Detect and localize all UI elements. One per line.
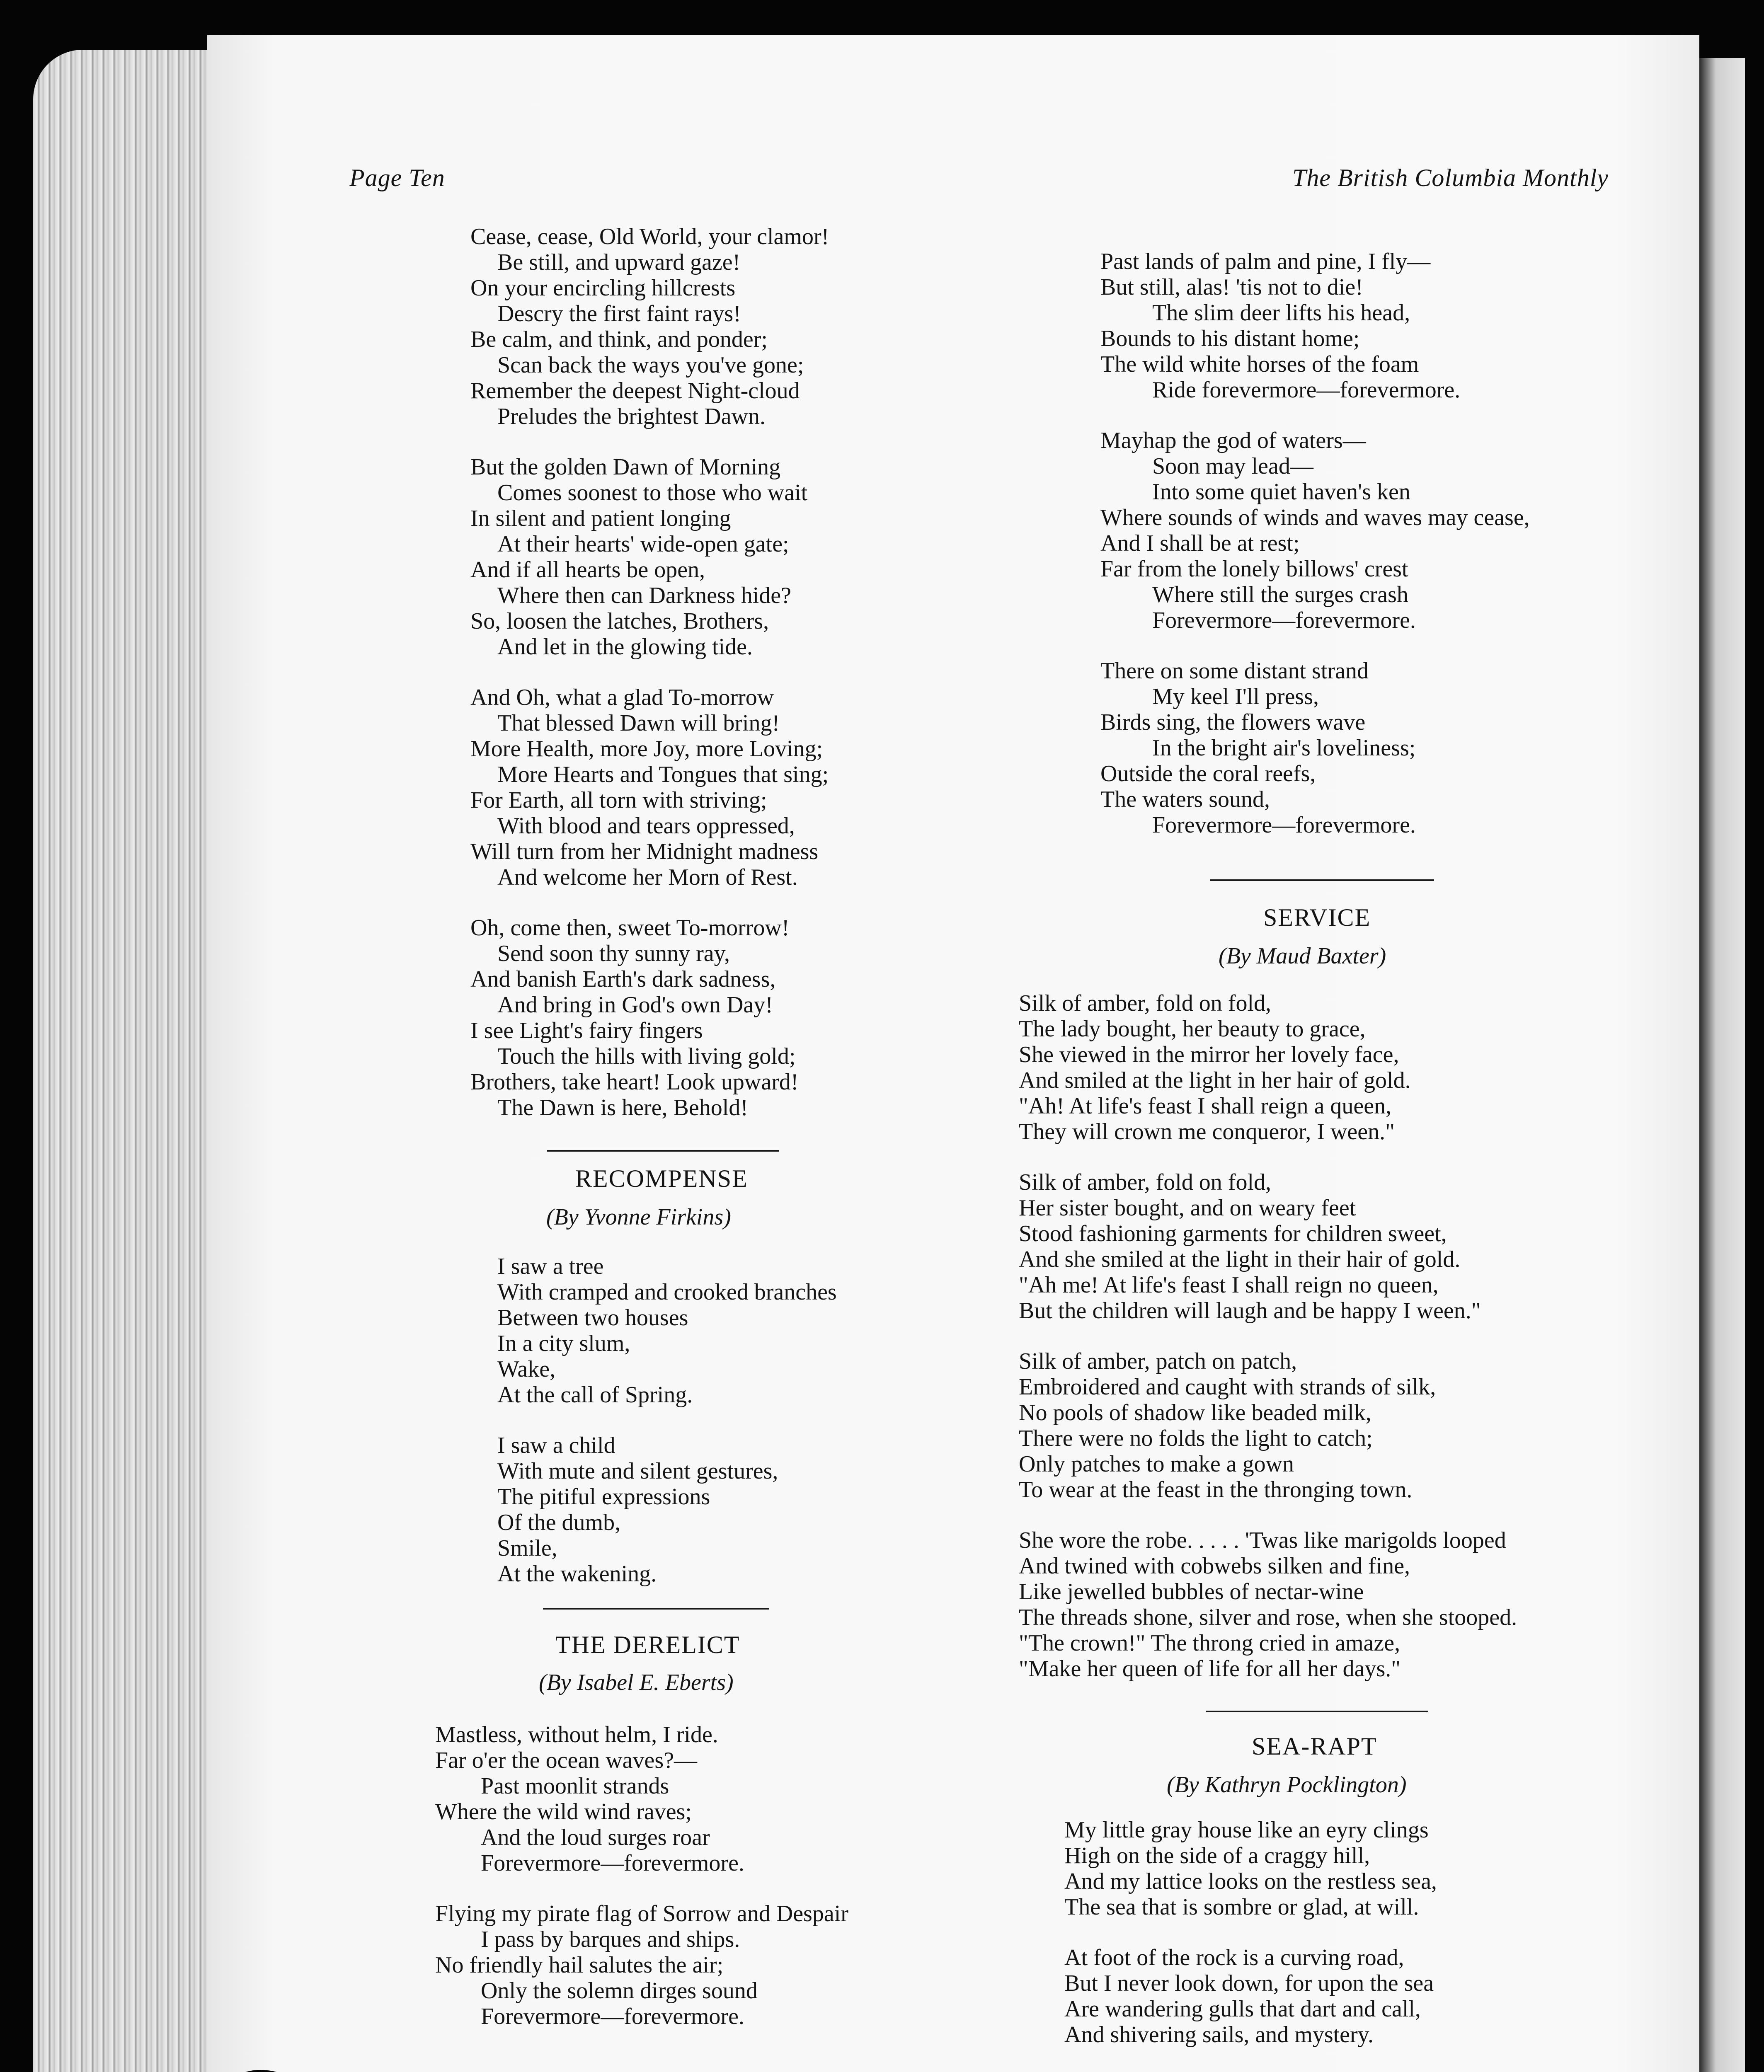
poem-line: Outside the coral reefs, — [1100, 761, 1316, 787]
poem-line: At foot of the rock is a curving road, — [1064, 1945, 1404, 1970]
poem-line: The threads shone, silver and rose, when she stooped. — [1019, 1605, 1517, 1630]
poem-line: With cramped and crooked branches — [497, 1279, 837, 1305]
poem-line: On your encircling hillcrests — [470, 275, 736, 301]
poem-line: My keel I'll press, — [1152, 684, 1319, 709]
poem-line: Preludes the brightest Dawn. — [497, 404, 766, 429]
poem-line: And if all hearts be open, — [470, 557, 705, 583]
poem-line: Be still, and upward gaze! — [497, 249, 741, 275]
poem-line: The wild white horses of the foam — [1100, 351, 1419, 377]
stanza — [1064, 1817, 1437, 1920]
poem-line: To wear at the feast in the thronging town. — [1019, 1477, 1413, 1503]
poem-line: More Health, more Joy, more Loving; — [470, 736, 823, 762]
poem-line: I see Light's fairy fingers — [470, 1018, 703, 1043]
poem-line: The waters sound, — [1100, 787, 1270, 812]
poem-line: Brothers, take heart! Look upward! — [470, 1069, 799, 1095]
poem-line: And the loud surges roar — [481, 1825, 710, 1850]
poem-line: She wore the robe. . . . . 'Twas like marigolds looped — [1019, 1527, 1506, 1553]
stanza — [1019, 1527, 1517, 1682]
poem-line: And smiled at the light in her hair of gold. — [1019, 1067, 1411, 1093]
poem-line: Descry the first faint rays! — [497, 301, 741, 327]
book-page-edges — [33, 50, 216, 2072]
poem-line: Only patches to make a gown — [1019, 1451, 1294, 1477]
poem-line: Forevermore—forevermore. — [481, 2004, 744, 2029]
poem-line: With blood and tears oppressed, — [497, 813, 795, 839]
poem-line: In silent and patient longing — [470, 506, 731, 531]
poem-line: Silk of amber, patch on patch, — [1019, 1348, 1297, 1374]
poem-line: The lady bought, her beauty to grace, — [1019, 1016, 1366, 1042]
sea-rapt-poem — [1064, 1817, 1437, 2072]
poem-line: And shivering sails, and mystery. — [1064, 2022, 1374, 2048]
stanza — [470, 454, 829, 660]
opening-poem — [470, 224, 829, 1145]
poem-line: Where still the surges crash — [1152, 582, 1408, 608]
stanza — [470, 224, 829, 429]
section-divider — [543, 1608, 769, 1610]
poem-title-service: SERVICE — [1263, 904, 1371, 931]
poem-line: The slim deer lifts his head, — [1152, 300, 1410, 326]
poem-line: Her sister bought, and on weary feet — [1019, 1195, 1356, 1221]
stanza — [1100, 428, 1530, 633]
poem-line: The sea that is sombre or glad, at will. — [1064, 1894, 1419, 1920]
stanza — [497, 1433, 837, 1587]
poem-line: I saw a child — [497, 1433, 615, 1458]
section-divider — [1210, 879, 1434, 881]
poem-line: And I shall be at rest; — [1100, 530, 1300, 556]
poem-line: Smile, — [497, 1535, 557, 1561]
poem-line: I saw a tree — [497, 1254, 604, 1279]
poem-line: Like jewelled bubbles of nectar-wine — [1019, 1579, 1364, 1605]
poem-line: Ride forevermore—forevermore. — [1152, 377, 1461, 403]
poem-line: Oh, come then, sweet To-morrow! — [470, 915, 790, 941]
poem-line: Far o'er the ocean waves?— — [435, 1748, 698, 1773]
poem-line: Where the wild wind raves; — [435, 1799, 692, 1825]
stanza — [435, 1901, 848, 2029]
poem-line: And let in the glowing tide. — [497, 634, 753, 660]
facing-page-edge — [1699, 58, 1745, 2072]
section-divider — [547, 1150, 779, 1152]
poem-line: Between two houses — [497, 1305, 688, 1331]
byline-derelict: (By Isabel E. Eberts) — [539, 1670, 734, 1695]
stanza — [1100, 249, 1530, 403]
stanza — [470, 915, 829, 1121]
derelict-poem-right — [1100, 249, 1530, 863]
derelict-poem-left — [435, 1722, 848, 2054]
poem-line: At the call of Spring. — [497, 1382, 693, 1408]
poem-line: With mute and silent gestures, — [497, 1458, 778, 1484]
byline-service: (By Maud Baxter) — [1219, 943, 1386, 969]
poem-line: They will crown me conqueror, I ween." — [1019, 1119, 1395, 1145]
poem-line: And welcome her Morn of Rest. — [497, 864, 798, 890]
byline-sea-rapt: (By Kathryn Pocklington) — [1167, 1772, 1407, 1798]
poem-line: In a city slum, — [497, 1331, 630, 1356]
stanza — [1064, 1945, 1437, 2048]
poem-line: Forevermore—forevermore. — [1152, 608, 1416, 633]
poem-line: And she smiled at the light in their hair of gold. — [1019, 1247, 1461, 1272]
stanza — [1100, 658, 1530, 838]
poem-line: Forevermore—forevermore. — [1152, 812, 1416, 838]
stanza — [497, 1254, 837, 1408]
stanza — [470, 685, 829, 890]
poem-title-sea-rapt: SEA-RAPT — [1252, 1733, 1377, 1760]
poem-line: For Earth, all torn with striving; — [470, 787, 767, 813]
poem-line: Flying my pirate flag of Sorrow and Despair — [435, 1901, 848, 1927]
poem-line: She viewed in the mirror her lovely face, — [1019, 1042, 1399, 1067]
poem-line: But the golden Dawn of Morning — [470, 454, 781, 480]
section-divider — [1206, 1711, 1428, 1712]
poem-line: Birds sing, the flowers wave — [1100, 709, 1366, 735]
poem-line: At their hearts' wide-open gate; — [497, 531, 789, 557]
poem-line: And Oh, what a glad To-morrow — [470, 685, 774, 710]
poem-line: No pools of shadow like beaded milk, — [1019, 1400, 1371, 1426]
poem-line: "Make her queen of life for all her days." — [1019, 1656, 1401, 1682]
poem-line: But still, alas! 'tis not to die! — [1100, 274, 1363, 300]
poem-title-recompense: RECOMPENSE — [575, 1165, 748, 1192]
poem-line: High on the side of a craggy hill, — [1064, 1843, 1370, 1869]
poem-line: Far from the lonely billows' crest — [1100, 556, 1408, 582]
stanza — [435, 1722, 848, 1876]
poem-line: Touch the hills with living gold; — [497, 1043, 796, 1069]
poem-line: Will turn from her Midnight madness — [470, 839, 819, 864]
poem-line: Where then can Darkness hide? — [497, 583, 791, 608]
poem-line: Are wandering gulls that dart and call, — [1064, 1996, 1421, 2022]
poem-line: No friendly hail salutes the air; — [435, 1952, 724, 1978]
poem-line: Only the solemn dirges sound — [481, 1978, 758, 2004]
poem-line: Be calm, and think, and ponder; — [470, 327, 768, 352]
poem-line: Cease, cease, Old World, your clamor! — [470, 224, 829, 249]
poem-line: Into some quiet haven's ken — [1152, 479, 1410, 505]
poem-line: Silk of amber, fold on fold, — [1019, 1169, 1271, 1195]
poem-line: And banish Earth's dark sadness, — [470, 966, 776, 992]
poem-line: Silk of amber, fold on fold, — [1019, 990, 1271, 1016]
poem-line: My little gray house like an eyry clings — [1064, 1817, 1429, 1843]
poem-line: So, loosen the latches, Brothers, — [470, 608, 769, 634]
page-number-header: Page Ten — [349, 164, 445, 191]
poem-line: The Dawn is here, Behold! — [497, 1095, 748, 1121]
poem-line: Remember the deepest Night-cloud — [470, 378, 800, 404]
poem-line: Wake, — [497, 1356, 556, 1382]
poem-line: Where sounds of winds and waves may cease, — [1100, 505, 1530, 530]
poem-line: And my lattice looks on the restless sea, — [1064, 1869, 1437, 1894]
poem-line: More Hearts and Tongues that sing; — [497, 762, 829, 787]
poem-line: Past moonlit strands — [481, 1773, 669, 1799]
poem-line: Mayhap the god of waters— — [1100, 428, 1366, 453]
poem-line: "Ah! At life's feast I shall reign a queen, — [1019, 1093, 1392, 1119]
poem-line: Embroidered and caught with strands of silk, — [1019, 1374, 1436, 1400]
poem-line: "The crown!" The throng cried in amaze, — [1019, 1630, 1401, 1656]
publication-header: The British Columbia Monthly — [1292, 164, 1609, 191]
byline-recompense: (By Yvonne Firkins) — [546, 1204, 731, 1230]
stanza — [1019, 1348, 1517, 1503]
poem-line: I pass by barques and ships. — [481, 1927, 740, 1952]
poem-line: Scan back the ways you've gone; — [497, 352, 804, 378]
poem-line: The pitiful expressions — [497, 1484, 710, 1510]
poem-line: Mastless, without helm, I ride. — [435, 1722, 718, 1748]
poem-line: There on some distant strand — [1100, 658, 1369, 684]
poem-title-derelict: THE DERELICT — [555, 1631, 740, 1658]
poem-line: But the children will laugh and be happy I ween." — [1019, 1298, 1481, 1324]
poem-line: Soon may lead— — [1152, 453, 1313, 479]
poem-line: "Ah me! At life's feast I shall reign no queen, — [1019, 1272, 1439, 1298]
poem-line: That blessed Dawn will bring! — [497, 710, 780, 736]
poem-line: At the wakening. — [497, 1561, 657, 1587]
recompense-poem — [497, 1254, 837, 1612]
poem-line: Comes soonest to those who wait — [497, 480, 808, 506]
poem-line: Forevermore—forevermore. — [481, 1850, 744, 1876]
poem-line: Past lands of palm and pine, I fly— — [1100, 249, 1431, 274]
poem-line: There were no folds the light to catch; — [1019, 1426, 1373, 1451]
poem-line: In the bright air's loveliness; — [1152, 735, 1416, 761]
poem-line: Bounds to his distant home; — [1100, 326, 1360, 351]
service-poem — [1019, 990, 1517, 1706]
poem-line: And twined with cobwebs silken and fine, — [1019, 1553, 1410, 1579]
stanza — [1019, 990, 1517, 1145]
poem-line: Of the dumb, — [497, 1510, 621, 1535]
poem-line: Send soon thy sunny ray, — [497, 941, 730, 966]
stanza — [1019, 1169, 1517, 1324]
poem-line: But I never look down, for upon the sea — [1064, 1970, 1434, 1996]
poem-line: And bring in God's own Day! — [497, 992, 773, 1018]
poem-line: Stood fashioning garments for children sweet, — [1019, 1221, 1447, 1247]
